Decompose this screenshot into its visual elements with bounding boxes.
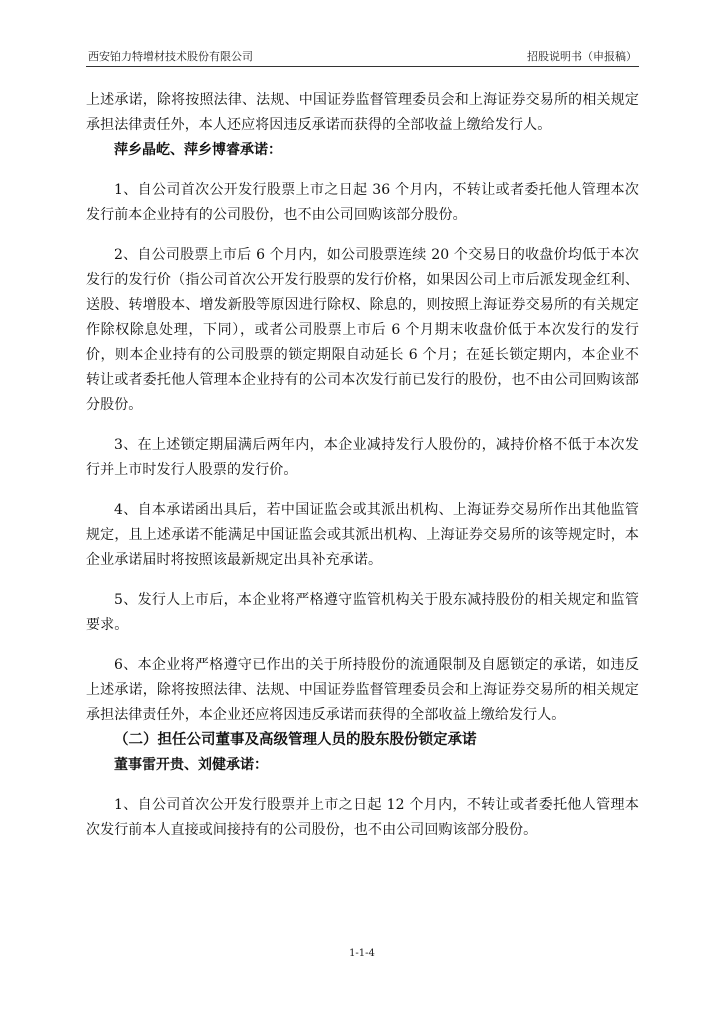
- paragraph-item-2: 2、自公司股票上市后 6 个月内，如公司股票连续 20 个交易日的收盘价均低于本次发行的发行价（指公司首次公开发行股票的发行价格，如果因公司上市后派发现金红利、送股、转增股本、增发新股等原因进行除权、除息的，则按照上海证券交易所的有关规定作除权除息处理，下同），或者公司股票上市后 6 个月期末收盘价低于本次发行的发行价，则本企业持有的公司股票的锁定期限自动延长 6 个月；在延长锁定期内，本企业不转让或者委托他人管理本企业持有的公司本次发行前已发行的股份，也不由公司回购该部分股份。: [86, 247, 639, 413]
- heading-director-commitment: 董事雷开贵、刘健承诺：: [114, 757, 268, 773]
- heading-pingxiang-commitment: 萍乡晶屹、萍乡博睿承诺：: [114, 142, 282, 158]
- document-body: [86, 88, 639, 843]
- paragraph-director-item-1: 1、自公司首次公开发行股票并上市之日起 12 个月内，不转让或者委托他人管理本次发行前本人直接或间接持有的公司股份，也不由公司回购该部分股份。: [86, 797, 639, 838]
- paragraph-item-4: 4、自本承诺函出具后，若中国证监会或其派出机构、上海证券交易所作出其他监管规定，且上述承诺不能满足中国证监会或其派出机构、上海证券交易所的该等规定时，本企业承诺届时将按照该最新规定出具补充承诺。: [86, 502, 639, 568]
- header-divider: [86, 66, 639, 67]
- paragraph-item-3: 3、在上述锁定期届满后两年内，本企业减持发行人股份的，减持价格不低于本次发行并上市时发行人股票的发行价。: [86, 437, 639, 478]
- paragraph-carryover: 上述承诺，除将按照法律、法规、中国证券监督管理委员会和上海证券交易所的相关规定承担法律责任外，本人还应将因违反承诺而获得的全部收益上缴给发行人。: [86, 92, 639, 133]
- paragraph-item-6: 6、本企业将严格遵守已作出的关于所持股份的流通限制及自愿锁定的承诺，如违反上述承诺，除将按照法律、法规、中国证券监督管理委员会和上海证券交易所的相关规定承担法律责任外，本企业还应将因违反承诺而获得的全部收益上缴给发行人。: [86, 657, 639, 723]
- page-header: [86, 45, 639, 67]
- paragraph-item-1: 1、自公司首次公开发行股票上市之日起 36 个月内，不转让或者委托他人管理本次发行前本企业持有的公司股份，也不由公司回购该部分股份。: [86, 182, 639, 223]
- section-heading-director-lockup: （二）担任公司董事及高级管理人员的股东股份锁定承诺: [114, 732, 477, 748]
- page-number: 1-1-4: [349, 948, 375, 959]
- paragraph-item-5: 5、发行人上市后，本企业将严格遵守监管机构关于股东减持股份的相关规定和监管要求。: [86, 592, 639, 633]
- header-company-name: 西安铂力特增材技术股份有限公司: [88, 50, 253, 63]
- header-document-type: 招股说明书（申报稿）: [527, 50, 637, 63]
